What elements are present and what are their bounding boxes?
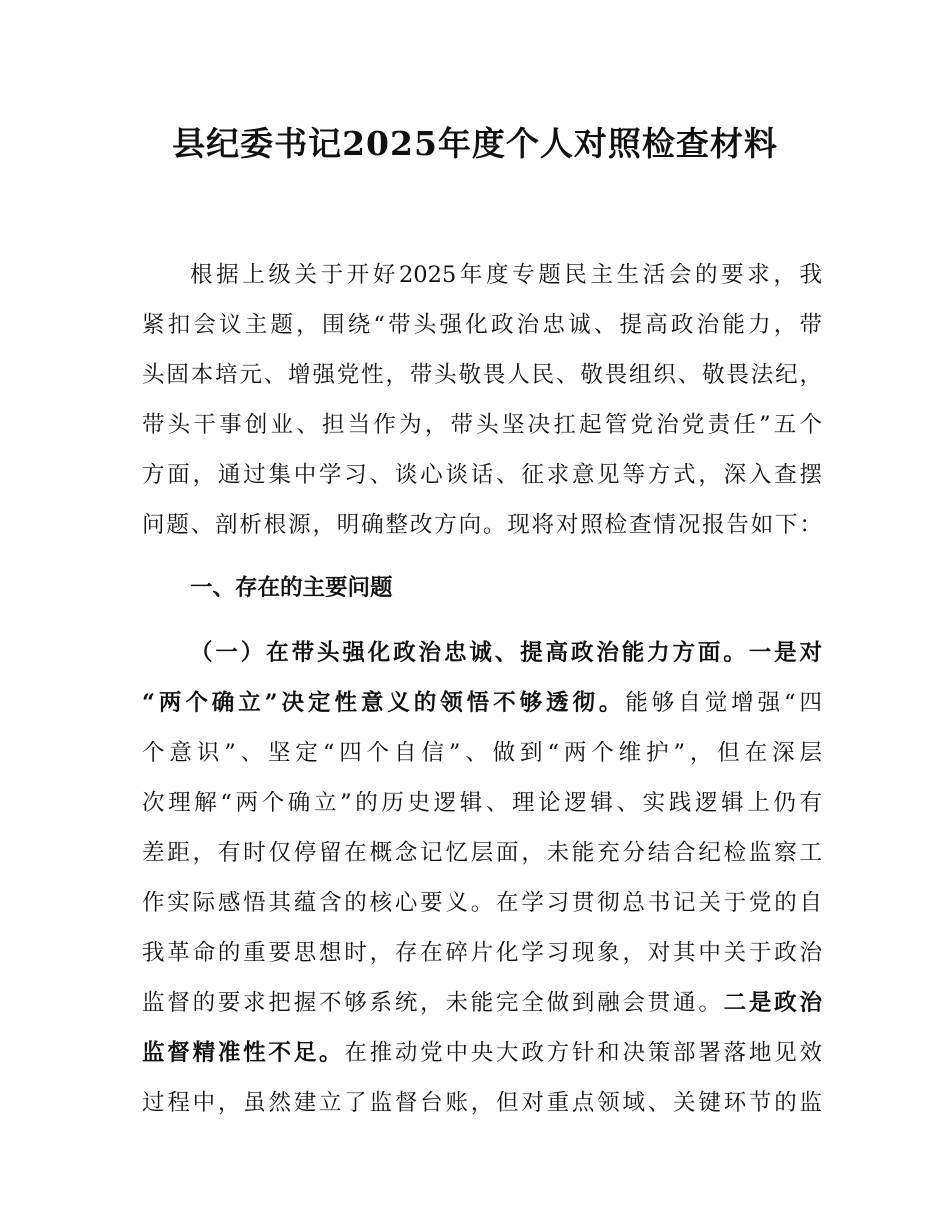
- paragraph-line: 过程中，虽然建立了监督台账，但对重点领域、关键环节的监: [142, 1090, 822, 1116]
- bold-point: 监督精准性不足。: [142, 1040, 345, 1066]
- section-heading: 一、存在的主要问题: [190, 575, 393, 601]
- line-text: 在推动党中央大政方针和决策部署落地见效: [344, 1040, 822, 1066]
- paragraph-line: [142, 1038, 822, 1068]
- subsection-heading-line: （一）在带头强化政治忠诚、提高政治能力方面。一是对: [190, 640, 822, 666]
- paragraph-line: 我革命的重要思想时，存在碎片化学习现象，对其中关于政治: [142, 940, 822, 966]
- paragraph-line: 头固本培元、增强党性，带头敬畏人民、敬畏组织、敬畏法纪，: [142, 362, 822, 388]
- paragraph-line: 差距，有时仅停留在概念记忆层面，未能充分结合纪检监察工: [142, 840, 822, 866]
- document-title: 县纪委书记2025年度个人对照检查材料: [172, 124, 778, 163]
- line-text: 监督的要求把握不够系统，未能完全做到融会贯通。: [142, 990, 724, 1016]
- paragraph-line: 次理解“两个确立”的历史逻辑、理论逻辑、实践逻辑上仍有: [142, 790, 822, 816]
- paragraph-line: [142, 988, 822, 1018]
- bold-point: 二是政治: [723, 990, 822, 1016]
- line-text: 能够自觉增强“四: [625, 690, 822, 716]
- paragraph-line: [142, 688, 822, 718]
- paragraph-line: 作实际感悟其蕴含的核心要义。在学习贯彻总书记关于党的自: [142, 890, 822, 916]
- paragraph-line: 个意识”、坚定“四个自信”、做到“两个维护”，但在深层: [142, 740, 822, 766]
- paragraph-line: 带头干事创业、担当作为，带头坚决扛起管党治党责任”五个: [142, 412, 822, 438]
- paragraph-line: 方面，通过集中学习、谈心谈话、征求意见等方式，深入查摆: [142, 462, 822, 488]
- bold-point: “两个确立”决定性意义的领悟不够透彻。: [142, 690, 626, 716]
- paragraph-line: 紧扣会议主题，围绕“带头强化政治忠诚、提高政治能力，带: [142, 312, 822, 338]
- paragraph-line: 问题、剖析根源，明确整改方向。现将对照检查情况报告如下：: [142, 512, 822, 538]
- paragraph-line: 根据上级关于开好2025年度专题民主生活会的要求，我: [190, 262, 822, 288]
